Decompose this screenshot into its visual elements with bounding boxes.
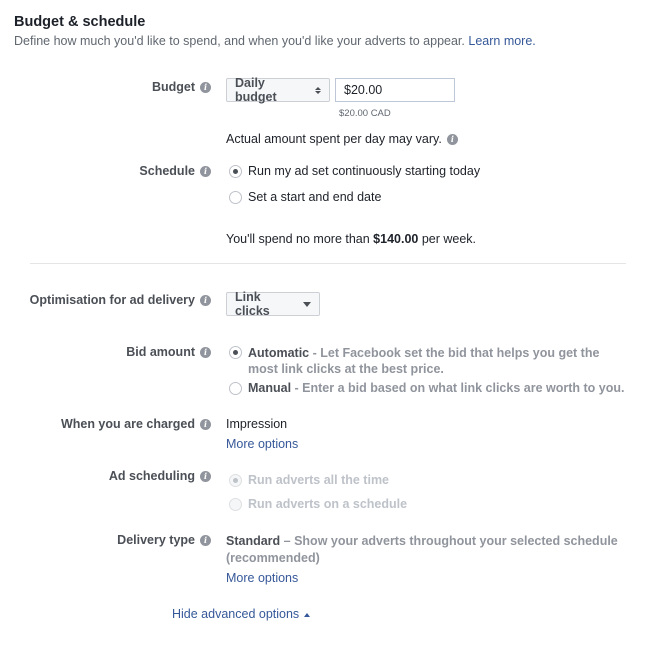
bid-automatic-title: Automatic — [248, 346, 310, 360]
delivery-label — [117, 533, 211, 547]
delivery-label-text: Delivery type — [117, 533, 195, 547]
schedule-continuous-radio[interactable] — [229, 165, 242, 178]
bid-automatic-desc-line1: - Let Facebook set the bid that helps you get the — [309, 346, 600, 360]
bid-manual-desc: - Enter a bid based on what link clicks are worth to you. — [291, 381, 625, 395]
budget-note-text: Actual amount spent per day may vary. — [226, 132, 442, 146]
schedule-start-end-radio[interactable] — [229, 191, 242, 204]
schedule-label — [139, 164, 211, 178]
budget-label — [152, 80, 211, 94]
ad-scheduling-on-schedule-radio[interactable] — [229, 498, 242, 511]
bid-manual-title: Manual — [248, 381, 292, 395]
ad-scheduling-label — [109, 469, 211, 483]
bid-automatic-label[interactable] — [248, 345, 599, 377]
ad-scheduling-label-text: Ad scheduling — [108, 469, 195, 483]
charged-value: Impression — [226, 417, 288, 431]
section-title: Budget & schedule — [14, 14, 146, 30]
section-subtitle — [14, 34, 536, 48]
info-icon[interactable]: i — [447, 134, 458, 145]
delivery-more-options-link[interactable]: More options — [226, 571, 299, 585]
schedule-continuous-label[interactable]: Run my ad set continuously starting today — [248, 164, 481, 178]
chevron-down-icon — [303, 302, 311, 307]
charged-label-text: When you are charged — [60, 417, 195, 431]
weekly-spend-amount: $140.00 — [373, 232, 419, 246]
budget-type-label: Daily budget — [235, 76, 277, 104]
info-icon[interactable]: i — [200, 471, 211, 482]
optimisation-label-text: Optimisation for ad delivery — [29, 293, 195, 307]
bid-label-text: Bid amount — [126, 345, 195, 359]
learn-more-link[interactable]: Learn more. — [468, 34, 536, 48]
delivery-type-description — [226, 533, 618, 567]
budget-label-text: Budget — [151, 80, 195, 94]
weekly-spend-prefix: You'll spend no more than — [226, 232, 374, 246]
budget-type-dropdown[interactable] — [226, 78, 330, 102]
section-subtitle-text: Define how much you'd like to spend, and when you'd like your adverts to appear. — [14, 34, 465, 48]
section-divider — [30, 263, 626, 264]
info-icon[interactable]: i — [200, 347, 211, 358]
charged-label — [61, 417, 211, 431]
delivery-type-title: Standard — [226, 534, 281, 548]
budget-currency-note: $20.00 CAD — [339, 108, 391, 119]
weekly-spend-summary — [226, 232, 476, 246]
charged-more-options-link[interactable]: More options — [226, 437, 299, 451]
delivery-type-desc-line2: (recommended) — [226, 551, 320, 565]
optimisation-dropdown-label: Link clicks — [235, 290, 270, 318]
weekly-spend-suffix: per week. — [418, 232, 477, 246]
bid-label — [126, 345, 211, 359]
info-icon[interactable]: i — [200, 166, 211, 177]
budget-amount-input[interactable]: $20.00 — [335, 78, 455, 102]
optimisation-label — [30, 293, 211, 307]
hide-advanced-options-link[interactable] — [172, 607, 310, 621]
bid-manual-radio[interactable] — [229, 382, 242, 395]
schedule-label-text: Schedule — [139, 164, 195, 178]
budget-note — [226, 132, 458, 146]
bid-automatic-radio[interactable] — [229, 346, 242, 359]
ad-scheduling-all-time-label[interactable]: Run adverts all the time — [248, 473, 390, 487]
info-icon[interactable]: i — [200, 419, 211, 430]
bid-manual-label[interactable] — [248, 381, 624, 395]
delivery-type-desc-line1: – Show your adverts throughout your selected schedule — [280, 534, 618, 548]
ad-scheduling-on-schedule-label[interactable]: Run adverts on a schedule — [248, 497, 408, 511]
chevron-up-icon — [304, 613, 310, 617]
hide-advanced-options-text: Hide advanced options — [172, 607, 300, 621]
bid-automatic-desc-line2: most link clicks at the best price. — [248, 362, 444, 376]
schedule-start-end-label[interactable]: Set a start and end date — [248, 190, 382, 204]
ad-scheduling-all-time-radio[interactable] — [229, 474, 242, 487]
info-icon[interactable]: i — [200, 295, 211, 306]
up-down-arrows-icon — [315, 87, 321, 94]
info-icon[interactable]: i — [200, 535, 211, 546]
optimisation-dropdown[interactable] — [226, 292, 320, 316]
info-icon[interactable]: i — [200, 82, 211, 93]
